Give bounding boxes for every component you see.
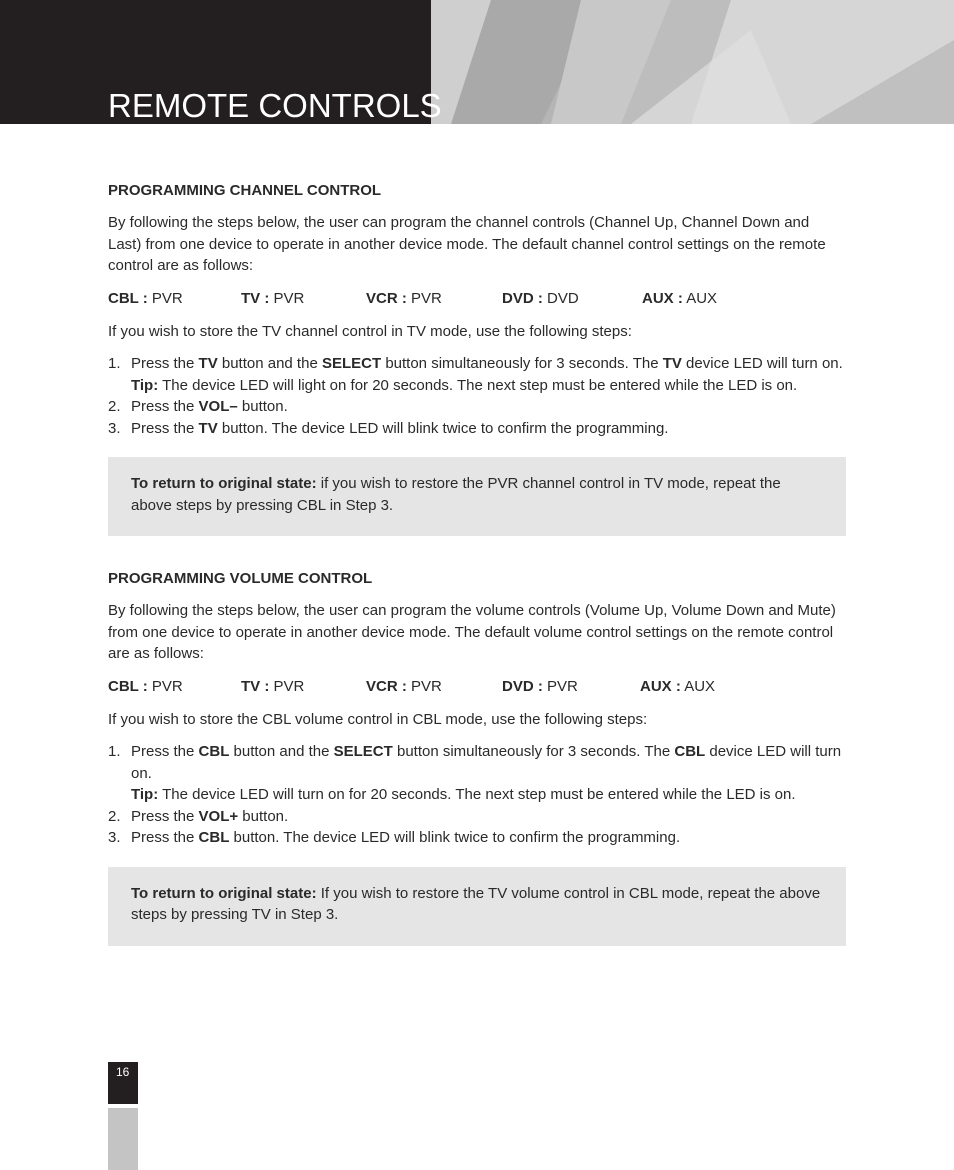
page-header [0,0,954,124]
step-item: 3. Press the TV button. The device LED will blink twice to confirm the programming. [108,419,669,437]
section-volume-control [108,568,846,946]
setting-cbl: CBL : PVR [108,289,183,307]
step-item: 2. Press the VOL+ button. [108,807,289,825]
steps-list [108,741,846,849]
step-tip: Tip: The device LED will light on for 20 seconds. The next step must be entered while the LED is on. [131,376,798,394]
page-number: 16 [116,1065,130,1079]
note-text: if you wish to restore the PVR channel control in TV mode, repeat the above steps by pressing CBL in Step 3. [131,475,781,514]
setting-tv: TV : PVR [241,677,305,695]
note-label: To return to original state: [131,884,317,902]
note-box [108,457,846,536]
section-heading: PROGRAMMING CHANNEL CONTROL [108,182,382,199]
setting-aux: AUX : AUX [642,289,718,307]
note-text: If you wish to restore the TV volume control in CBL mode, repeat the above steps by pressing TV in Step 3. [131,884,821,923]
step-item: 1. Press the TV button and the SELECT button simultaneously for 3 seconds. The TV device LED will turn on. Tip: The device LED will light on for 20 seconds. The next step must be entered while the LED is on. [108,353,846,396]
setting-aux: AUX : AUX [640,677,716,695]
steps-lead: If you wish to store the CBL volume control in CBL mode, use the following steps: [108,710,648,728]
default-settings-row [108,676,846,698]
section-intro: By following the steps below, the user can program the volume controls (Volume Up, Volume Down and Mute) from one device to operate in another device mode. The default volume control settings on the remote control are as follows: [108,602,836,662]
header-decorative-graphic [431,0,954,124]
header-abstract-shapes [431,0,954,124]
page-title: REMOTE CONTROLS [108,87,442,124]
default-settings-row [108,288,846,310]
setting-vcr: VCR : PVR [366,289,442,307]
note-box [108,867,846,946]
setting-tv: TV : PVR [241,289,305,307]
step-tip: Tip: The device LED will turn on for 20 seconds. The next step must be entered while the LED is on. [131,786,796,803]
page-number-block [108,1062,138,1104]
step-item: 1. Press the CBL button and the SELECT button simultaneously for 3 seconds. The CBL device LED will turn on. Tip: The device LED will turn on for 20 seconds. The next step must be entered while the LED is on. [108,741,846,806]
setting-dvd: DVD : DVD [502,289,579,307]
steps-lead: If you wish to store the TV channel control in TV mode, use the following steps: [108,322,632,340]
page-side-tab [108,1108,138,1170]
section-channel-control [108,180,846,536]
step-item: 3. Press the CBL button. The device LED will blink twice to confirm the programming. [108,829,681,846]
setting-dvd: DVD : PVR [502,677,578,695]
steps-list [108,353,846,439]
page-content [108,180,846,978]
note-label: To return to original state: [131,475,317,492]
step-item: 2. Press the VOL– button. [108,398,288,415]
section-intro: By following the steps below, the user can program the channel controls (Channel Up, Channel Down and Last) from one device to operate in another device mode. The default channel control settings on the remote control are as follows: [108,214,826,274]
section-heading: PROGRAMMING VOLUME CONTROL [108,570,373,587]
setting-vcr: VCR : PVR [366,677,442,695]
setting-cbl: CBL : PVR [108,677,183,695]
